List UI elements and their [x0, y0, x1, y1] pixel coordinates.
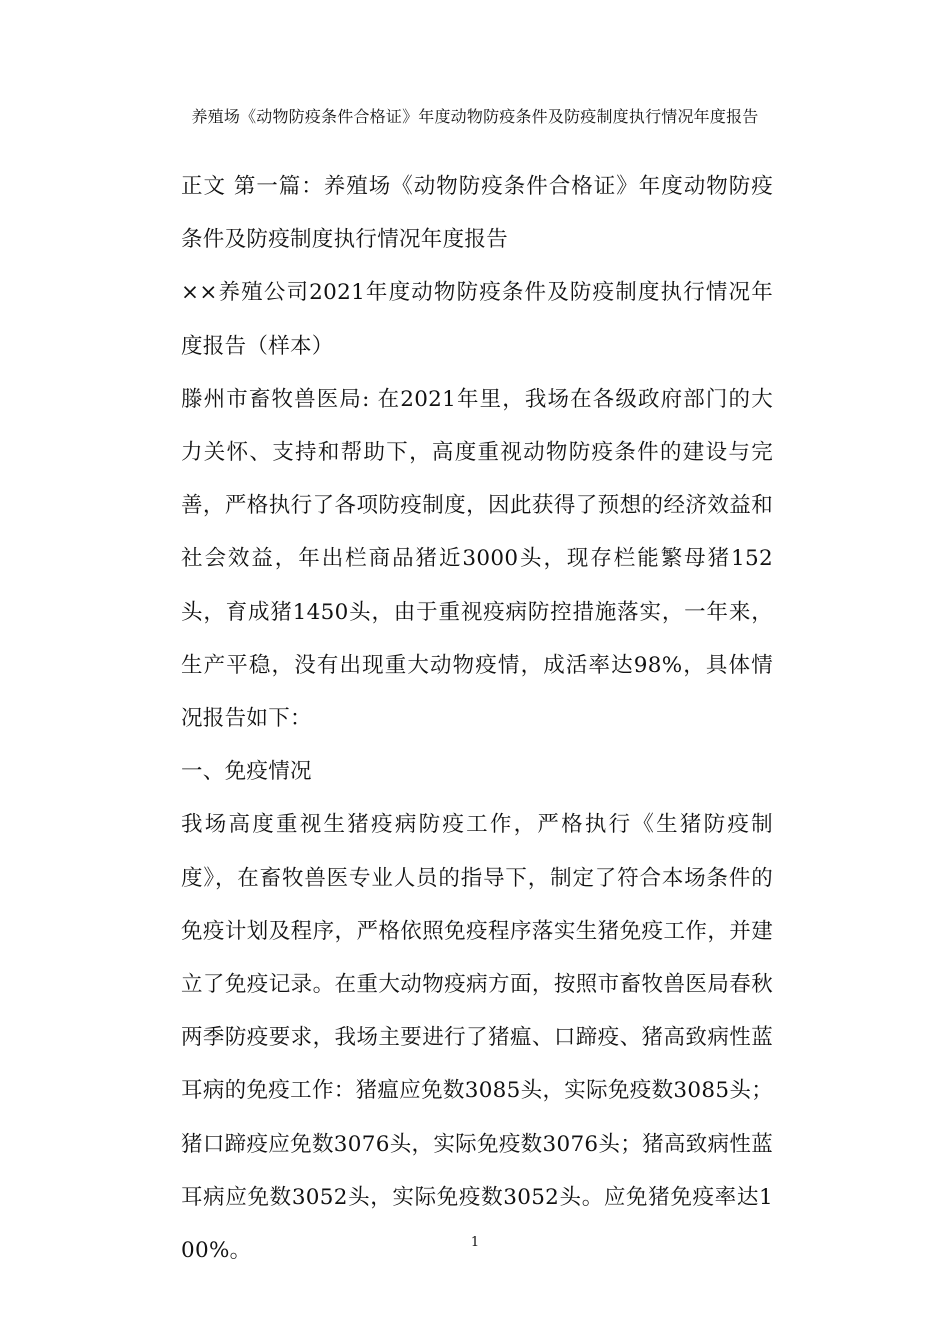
- section-title-immunization: 一、免疫情况: [181, 759, 312, 785]
- immunization-paragraph: 我场高度重视生猪疫病防疫工作，严格执行《生猪防疫制度》，在畜牧兽医专业人员的指导下，制定了符合本场条件的免疫计划及程序，严格依照免疫程序落实生猪免疫工作，并建立了免疫记录。在重大动物疫病方面，按照市畜牧兽医局春秋两季防疫要求，我场主要进行了猪瘟、口蹄疫、猪高致病性蓝耳病的免疫工作：猪瘟应免数3085头，实际免疫数3085头；猪口蹄疫应免数3076头，实际免疫数3076头；猪高致病性蓝耳病应免数3052头，实际免疫数3052头。应免猪免疫率达100%。: [181, 812, 773, 1264]
- report-subtitle: ××养殖公司2021年度动物防疫条件及防疫制度执行情况年度报告（样本）: [181, 280, 773, 359]
- document-heading: 正文 第一篇：养殖场《动物防疫条件合格证》年度动物防疫条件及防疫制度执行情况年度报告: [181, 174, 773, 253]
- page-header: 养殖场《动物防疫条件合格证》年度动物防疫条件及防疫制度执行情况年度报告: [191, 107, 759, 126]
- intro-paragraph: 滕州市畜牧兽医局: 在2021年里，我场在各级政府部门的大力关怀、支持和帮助下，高度重视动物防疫条件的建设与完善，严格执行了各项防疫制度，因此获得了预想的经济效益和社会效益，年出栏商品猪近3000头，现存栏能繁母猪152头，育成猪1450头，由于重视疫病防控措施落实，一年来，生产平稳，没有出现重大动物疫情，成活率达98%，具体情况报告如下：: [181, 386, 773, 732]
- document-body: [181, 160, 773, 1277]
- page-number: 1: [470, 1235, 480, 1250]
